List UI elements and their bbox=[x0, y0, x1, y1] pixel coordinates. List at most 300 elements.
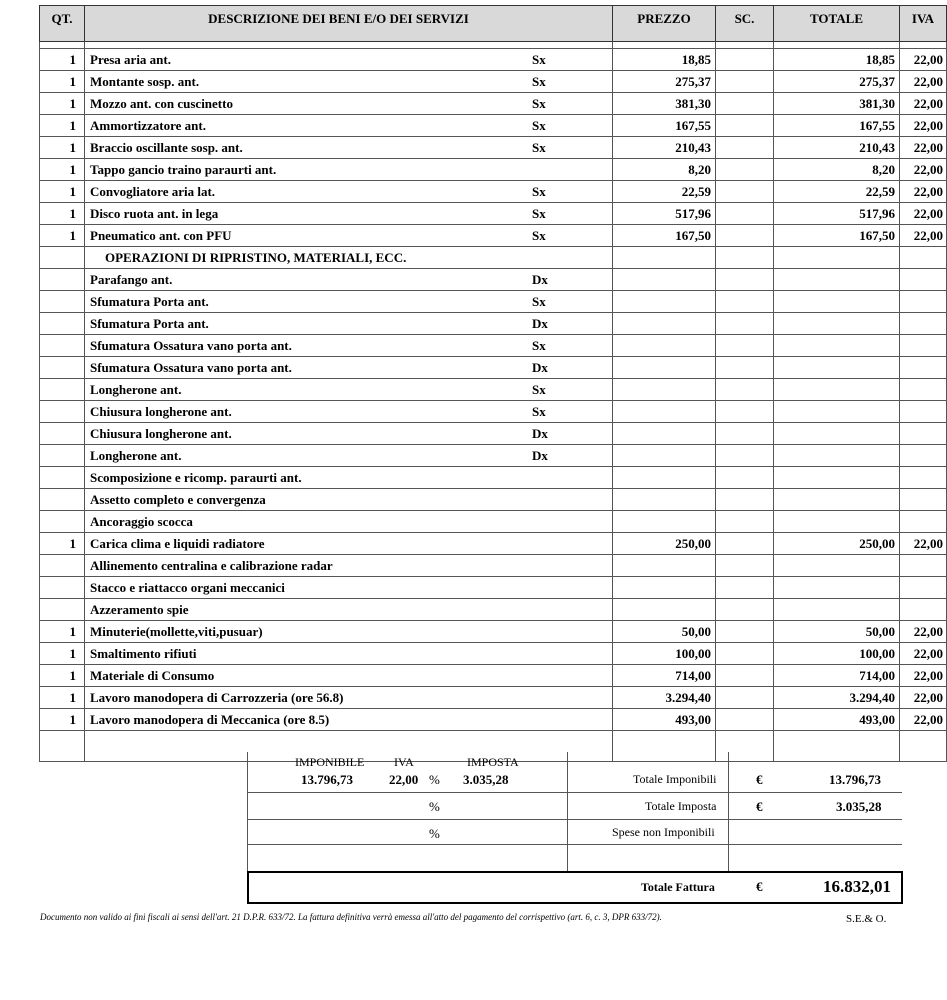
description-text: Smaltimento rifiuti bbox=[90, 645, 197, 661]
total-cell: 22,59 bbox=[774, 181, 900, 203]
qty-cell bbox=[40, 423, 85, 445]
vat-cell bbox=[900, 555, 947, 577]
side-indicator: Dx bbox=[532, 316, 548, 331]
price-cell: 381,30 bbox=[613, 93, 716, 115]
euro-sign: € bbox=[756, 799, 763, 814]
price-cell bbox=[613, 291, 716, 313]
price-cell bbox=[613, 511, 716, 533]
description-cell bbox=[85, 357, 613, 379]
totale-fattura-label: Totale Fattura bbox=[641, 880, 715, 894]
total-cell bbox=[774, 291, 900, 313]
discount-cell bbox=[716, 269, 774, 291]
description-text: Ammortizzatore ant. bbox=[90, 117, 206, 133]
table-row bbox=[40, 467, 947, 489]
table-row bbox=[40, 577, 947, 599]
description-cell bbox=[85, 643, 613, 665]
qty-cell bbox=[40, 379, 85, 401]
vat-cell bbox=[900, 423, 947, 445]
total-cell: 714,00 bbox=[774, 665, 900, 687]
discount-cell bbox=[716, 511, 774, 533]
spese-non-imponibili-label: Spese non Imponibili bbox=[612, 825, 715, 839]
description-text: Allinemento centralina e calibrazione radar bbox=[90, 557, 333, 573]
description-cell bbox=[85, 577, 613, 599]
vat-cell: 22,00 bbox=[900, 665, 947, 687]
vat-cell bbox=[900, 269, 947, 291]
price-cell: 250,00 bbox=[613, 533, 716, 555]
qty-cell: 1 bbox=[40, 225, 85, 247]
side-indicator: Sx bbox=[532, 206, 546, 221]
total-cell: 210,43 bbox=[774, 137, 900, 159]
side-indicator: Dx bbox=[532, 360, 548, 375]
vat-cell: 22,00 bbox=[900, 115, 947, 137]
header-vat: IVA bbox=[900, 6, 947, 42]
qty-cell: 1 bbox=[40, 115, 85, 137]
total-cell bbox=[774, 313, 900, 335]
total-cell bbox=[774, 445, 900, 467]
vat-cell bbox=[900, 291, 947, 313]
price-cell: 714,00 bbox=[613, 665, 716, 687]
price-cell: 8,20 bbox=[613, 159, 716, 181]
iva-rate-value: 22,00 bbox=[389, 772, 419, 787]
euro-sign: € bbox=[756, 879, 763, 894]
discount-cell bbox=[716, 225, 774, 247]
side-indicator: Sx bbox=[532, 228, 546, 243]
discount-cell bbox=[716, 467, 774, 489]
qty-cell: 1 bbox=[40, 137, 85, 159]
price-cell: 210,43 bbox=[613, 137, 716, 159]
table-row bbox=[40, 401, 947, 423]
qty-cell: 1 bbox=[40, 159, 85, 181]
total-cell: 167,55 bbox=[774, 115, 900, 137]
qty-cell bbox=[40, 489, 85, 511]
discount-cell bbox=[716, 643, 774, 665]
description-text: Minuterie(mollette,viti,pusuar) bbox=[90, 623, 263, 639]
discount-cell bbox=[716, 357, 774, 379]
total-cell bbox=[774, 467, 900, 489]
imponibile-label: IMPONIBILE bbox=[295, 755, 365, 769]
description-cell bbox=[85, 93, 613, 115]
total-cell bbox=[774, 247, 900, 269]
discount-cell bbox=[716, 621, 774, 643]
description-cell bbox=[85, 225, 613, 247]
description-cell bbox=[85, 555, 613, 577]
side-indicator: Sx bbox=[532, 140, 546, 155]
vat-cell bbox=[900, 445, 947, 467]
table-row bbox=[40, 137, 947, 159]
qty-cell: 1 bbox=[40, 533, 85, 555]
price-cell bbox=[613, 489, 716, 511]
table-row bbox=[40, 533, 947, 555]
table-row bbox=[40, 489, 947, 511]
price-cell: 493,00 bbox=[613, 709, 716, 731]
total-cell bbox=[774, 599, 900, 621]
side-indicator: Dx bbox=[532, 272, 548, 287]
qty-cell: 1 bbox=[40, 709, 85, 731]
iva-label: IVA bbox=[394, 755, 414, 769]
description-text: Sfumatura Ossatura vano porta ant. bbox=[90, 337, 292, 353]
price-cell bbox=[613, 379, 716, 401]
discount-cell bbox=[716, 489, 774, 511]
total-cell bbox=[774, 269, 900, 291]
vat-cell bbox=[900, 511, 947, 533]
vat-cell bbox=[900, 401, 947, 423]
description-cell bbox=[85, 49, 613, 71]
price-cell bbox=[613, 313, 716, 335]
qty-cell bbox=[40, 357, 85, 379]
header-discount: SC. bbox=[716, 6, 774, 42]
description-text: Sfumatura Porta ant. bbox=[90, 315, 209, 331]
description-cell bbox=[85, 115, 613, 137]
side-indicator: Sx bbox=[532, 118, 546, 133]
total-cell bbox=[774, 401, 900, 423]
price-cell bbox=[613, 269, 716, 291]
description-text: Chiusura longherone ant. bbox=[90, 425, 232, 441]
description-text: Azzeramento spie bbox=[90, 601, 189, 617]
invoice-total-box bbox=[247, 871, 903, 904]
table-row bbox=[40, 225, 947, 247]
qty-cell bbox=[40, 269, 85, 291]
description-cell bbox=[85, 137, 613, 159]
description-cell bbox=[85, 71, 613, 93]
vat-cell bbox=[900, 335, 947, 357]
discount-cell bbox=[716, 313, 774, 335]
price-cell: 3.294,40 bbox=[613, 687, 716, 709]
description-cell bbox=[85, 599, 613, 621]
description-text: Presa aria ant. bbox=[90, 51, 171, 67]
price-cell bbox=[613, 247, 716, 269]
total-cell bbox=[774, 511, 900, 533]
qty-cell: 1 bbox=[40, 621, 85, 643]
description-text: Longherone ant. bbox=[90, 447, 182, 463]
description-cell bbox=[85, 445, 613, 467]
qty-cell: 1 bbox=[40, 203, 85, 225]
side-indicator: Dx bbox=[532, 426, 548, 441]
total-cell: 100,00 bbox=[774, 643, 900, 665]
vat-cell: 22,00 bbox=[900, 533, 947, 555]
discount-cell bbox=[716, 159, 774, 181]
qty-cell bbox=[40, 335, 85, 357]
discount-cell bbox=[716, 335, 774, 357]
price-cell: 517,96 bbox=[613, 203, 716, 225]
total-cell bbox=[774, 357, 900, 379]
table-row bbox=[40, 269, 947, 291]
table-row bbox=[40, 511, 947, 533]
imponibile-value: 13.796,73 bbox=[301, 772, 353, 787]
description-cell bbox=[85, 489, 613, 511]
description-text: Chiusura longherone ant. bbox=[90, 403, 232, 419]
vat-cell: 22,00 bbox=[900, 181, 947, 203]
vat-cell bbox=[900, 247, 947, 269]
qty-cell bbox=[40, 401, 85, 423]
description-cell bbox=[85, 709, 613, 731]
discount-cell bbox=[716, 71, 774, 93]
discount-cell bbox=[716, 445, 774, 467]
table-row bbox=[40, 159, 947, 181]
discount-cell bbox=[716, 49, 774, 71]
qty-cell bbox=[40, 445, 85, 467]
vat-cell: 22,00 bbox=[900, 159, 947, 181]
total-cell bbox=[774, 555, 900, 577]
description-text: Sfumatura Ossatura vano porta ant. bbox=[90, 359, 292, 375]
description-text: Braccio oscillante sosp. ant. bbox=[90, 139, 243, 155]
vat-cell: 22,00 bbox=[900, 709, 947, 731]
table-row bbox=[40, 423, 947, 445]
vat-cell bbox=[900, 313, 947, 335]
vat-cell bbox=[900, 489, 947, 511]
qty-cell: 1 bbox=[40, 49, 85, 71]
side-indicator: Sx bbox=[532, 382, 546, 397]
price-cell bbox=[613, 467, 716, 489]
discount-cell bbox=[716, 665, 774, 687]
invoice-items-body bbox=[40, 42, 947, 762]
description-cell bbox=[85, 687, 613, 709]
side-indicator: Sx bbox=[532, 184, 546, 199]
vat-cell bbox=[900, 357, 947, 379]
divider bbox=[248, 844, 902, 845]
discount-cell bbox=[716, 599, 774, 621]
table-row bbox=[40, 115, 947, 137]
description-text: Scomposizione e ricomp. paraurti ant. bbox=[90, 469, 302, 485]
percent-sign: % bbox=[429, 772, 440, 787]
divider bbox=[728, 752, 729, 871]
total-cell: 517,96 bbox=[774, 203, 900, 225]
totale-imponibili-value: 13.796,73 bbox=[829, 772, 881, 787]
description-text: OPERAZIONI DI RIPRISTINO, MATERIALI, ECC. bbox=[105, 249, 407, 265]
total-cell: 50,00 bbox=[774, 621, 900, 643]
price-cell bbox=[613, 401, 716, 423]
qty-cell: 1 bbox=[40, 665, 85, 687]
qty-cell bbox=[40, 599, 85, 621]
price-cell: 22,59 bbox=[613, 181, 716, 203]
description-cell bbox=[85, 335, 613, 357]
table-row bbox=[40, 93, 947, 115]
qty-cell bbox=[40, 467, 85, 489]
table-row bbox=[40, 71, 947, 93]
description-cell bbox=[85, 181, 613, 203]
table-row bbox=[40, 357, 947, 379]
description-text: Mozzo ant. con cuscinetto bbox=[90, 95, 233, 111]
price-cell: 100,00 bbox=[613, 643, 716, 665]
vat-cell: 22,00 bbox=[900, 225, 947, 247]
qty-cell bbox=[40, 291, 85, 313]
price-cell bbox=[613, 445, 716, 467]
table-row bbox=[40, 665, 947, 687]
description-cell bbox=[85, 621, 613, 643]
table-row bbox=[40, 335, 947, 357]
description-cell bbox=[85, 467, 613, 489]
total-cell bbox=[774, 423, 900, 445]
imposta-label: IMPOSTA bbox=[467, 755, 519, 769]
total-cell bbox=[774, 379, 900, 401]
side-indicator: Sx bbox=[532, 294, 546, 309]
vat-cell bbox=[900, 577, 947, 599]
total-cell bbox=[774, 335, 900, 357]
discount-cell bbox=[716, 687, 774, 709]
vat-cell: 22,00 bbox=[900, 93, 947, 115]
discount-cell bbox=[716, 291, 774, 313]
qty-cell: 1 bbox=[40, 181, 85, 203]
vat-cell: 22,00 bbox=[900, 203, 947, 225]
description-text: Tappo gancio traino paraurti ant. bbox=[90, 161, 277, 177]
total-cell bbox=[774, 577, 900, 599]
euro-sign: € bbox=[756, 772, 763, 787]
total-cell: 381,30 bbox=[774, 93, 900, 115]
vat-cell: 22,00 bbox=[900, 643, 947, 665]
description-cell bbox=[85, 159, 613, 181]
totale-fattura-value: 16.832,01 bbox=[823, 877, 891, 896]
qty-cell bbox=[40, 313, 85, 335]
totale-imponibili-label: Totale Imponibili bbox=[633, 772, 717, 786]
qty-cell: 1 bbox=[40, 71, 85, 93]
price-cell: 167,50 bbox=[613, 225, 716, 247]
description-text: Lavoro manodopera di Meccanica (ore 8.5) bbox=[90, 711, 330, 727]
spacer-row bbox=[40, 42, 947, 49]
description-text: Parafango ant. bbox=[90, 271, 173, 287]
description-cell bbox=[85, 401, 613, 423]
vat-cell: 22,00 bbox=[900, 137, 947, 159]
description-text: Longherone ant. bbox=[90, 381, 182, 397]
table-header-row bbox=[40, 6, 947, 42]
table-row bbox=[40, 643, 947, 665]
description-text: Montante sosp. ant. bbox=[90, 73, 200, 89]
table-row bbox=[40, 313, 947, 335]
table-row bbox=[40, 621, 947, 643]
description-cell bbox=[85, 511, 613, 533]
vat-cell: 22,00 bbox=[900, 71, 947, 93]
vat-cell: 22,00 bbox=[900, 687, 947, 709]
description-text: Sfumatura Porta ant. bbox=[90, 293, 209, 309]
table-row bbox=[40, 445, 947, 467]
price-cell: 275,37 bbox=[613, 71, 716, 93]
total-cell bbox=[774, 489, 900, 511]
price-cell bbox=[613, 335, 716, 357]
total-cell: 8,20 bbox=[774, 159, 900, 181]
section-row bbox=[40, 247, 947, 269]
discount-cell bbox=[716, 203, 774, 225]
vat-summary bbox=[247, 752, 902, 871]
header-price: PREZZO bbox=[613, 6, 716, 42]
vat-cell: 22,00 bbox=[900, 49, 947, 71]
legal-disclaimer: Documento non valido ai fini fiscali ai sensi dell'art. 21 D.P.R. 633/72. La fattura definitiva verrà emessa all'atto del pagamento del corrispettivo (art. 6, c. 3, DPR 633/72). bbox=[40, 912, 662, 922]
description-text: Pneumatico ant. con PFU bbox=[90, 227, 232, 243]
section-heading bbox=[85, 247, 613, 269]
side-indicator: Sx bbox=[532, 404, 546, 419]
total-cell: 250,00 bbox=[774, 533, 900, 555]
total-cell: 3.294,40 bbox=[774, 687, 900, 709]
description-cell bbox=[85, 291, 613, 313]
price-cell: 50,00 bbox=[613, 621, 716, 643]
description-cell bbox=[85, 379, 613, 401]
discount-cell bbox=[716, 555, 774, 577]
description-text: Carica clima e liquidi radiatore bbox=[90, 535, 265, 551]
qty-cell bbox=[40, 511, 85, 533]
description-cell bbox=[85, 423, 613, 445]
qty-cell bbox=[40, 555, 85, 577]
price-cell: 167,55 bbox=[613, 115, 716, 137]
table-row bbox=[40, 599, 947, 621]
price-cell: 18,85 bbox=[613, 49, 716, 71]
header-total: TOTALE bbox=[774, 6, 900, 42]
description-cell bbox=[85, 533, 613, 555]
totale-imposta-value: 3.035,28 bbox=[836, 799, 882, 814]
total-cell: 18,85 bbox=[774, 49, 900, 71]
description-cell bbox=[85, 665, 613, 687]
description-text: Materiale di Consumo bbox=[90, 667, 215, 683]
vat-cell bbox=[900, 379, 947, 401]
side-indicator: Sx bbox=[532, 96, 546, 111]
discount-cell bbox=[716, 93, 774, 115]
discount-cell bbox=[716, 181, 774, 203]
divider bbox=[248, 792, 902, 793]
description-text: Disco ruota ant. in lega bbox=[90, 205, 219, 221]
description-text: Convogliatore aria lat. bbox=[90, 183, 216, 199]
description-cell bbox=[85, 203, 613, 225]
qty-cell: 1 bbox=[40, 643, 85, 665]
qty-cell: 1 bbox=[40, 93, 85, 115]
invoice-items-table bbox=[39, 5, 947, 762]
total-cell: 167,50 bbox=[774, 225, 900, 247]
discount-cell bbox=[716, 423, 774, 445]
side-indicator: Sx bbox=[532, 74, 546, 89]
table-row bbox=[40, 709, 947, 731]
price-cell bbox=[613, 423, 716, 445]
header-description: DESCRIZIONE DEI BENI E/O DEI SERVIZI bbox=[85, 6, 613, 42]
price-cell bbox=[613, 555, 716, 577]
vat-cell: 22,00 bbox=[900, 621, 947, 643]
table-row bbox=[40, 379, 947, 401]
price-cell bbox=[613, 357, 716, 379]
table-row bbox=[40, 181, 947, 203]
table-row bbox=[40, 203, 947, 225]
qty-cell bbox=[40, 577, 85, 599]
divider bbox=[567, 752, 568, 871]
description-text: Stacco e riattacco organi meccanici bbox=[90, 579, 285, 595]
discount-cell bbox=[716, 401, 774, 423]
description-cell bbox=[85, 313, 613, 335]
footer-code: S.E.& O. bbox=[846, 913, 887, 925]
description-text: Ancoraggio scocca bbox=[90, 513, 193, 529]
table-row bbox=[40, 291, 947, 313]
description-text: Assetto completo e convergenza bbox=[90, 491, 266, 507]
table-row bbox=[40, 687, 947, 709]
table-row bbox=[40, 555, 947, 577]
total-cell: 275,37 bbox=[774, 71, 900, 93]
description-cell bbox=[85, 269, 613, 291]
discount-cell bbox=[716, 115, 774, 137]
price-cell bbox=[613, 599, 716, 621]
percent-sign: % bbox=[429, 826, 440, 841]
qty-cell: 1 bbox=[40, 687, 85, 709]
side-indicator: Dx bbox=[532, 448, 548, 463]
side-indicator: Sx bbox=[532, 52, 546, 67]
header-qt: QT. bbox=[40, 6, 85, 42]
discount-cell bbox=[716, 247, 774, 269]
vat-cell bbox=[900, 599, 947, 621]
totale-imposta-label: Totale Imposta bbox=[645, 799, 717, 813]
divider bbox=[248, 819, 902, 820]
total-cell: 493,00 bbox=[774, 709, 900, 731]
vat-cell bbox=[900, 467, 947, 489]
percent-sign: % bbox=[429, 799, 440, 814]
discount-cell bbox=[716, 577, 774, 599]
discount-cell bbox=[716, 709, 774, 731]
description-text: Lavoro manodopera di Carrozzeria (ore 56.8) bbox=[90, 689, 344, 705]
discount-cell bbox=[716, 137, 774, 159]
side-indicator: Sx bbox=[532, 338, 546, 353]
price-cell bbox=[613, 577, 716, 599]
discount-cell bbox=[716, 533, 774, 555]
imposta-value: 3.035,28 bbox=[463, 772, 509, 787]
